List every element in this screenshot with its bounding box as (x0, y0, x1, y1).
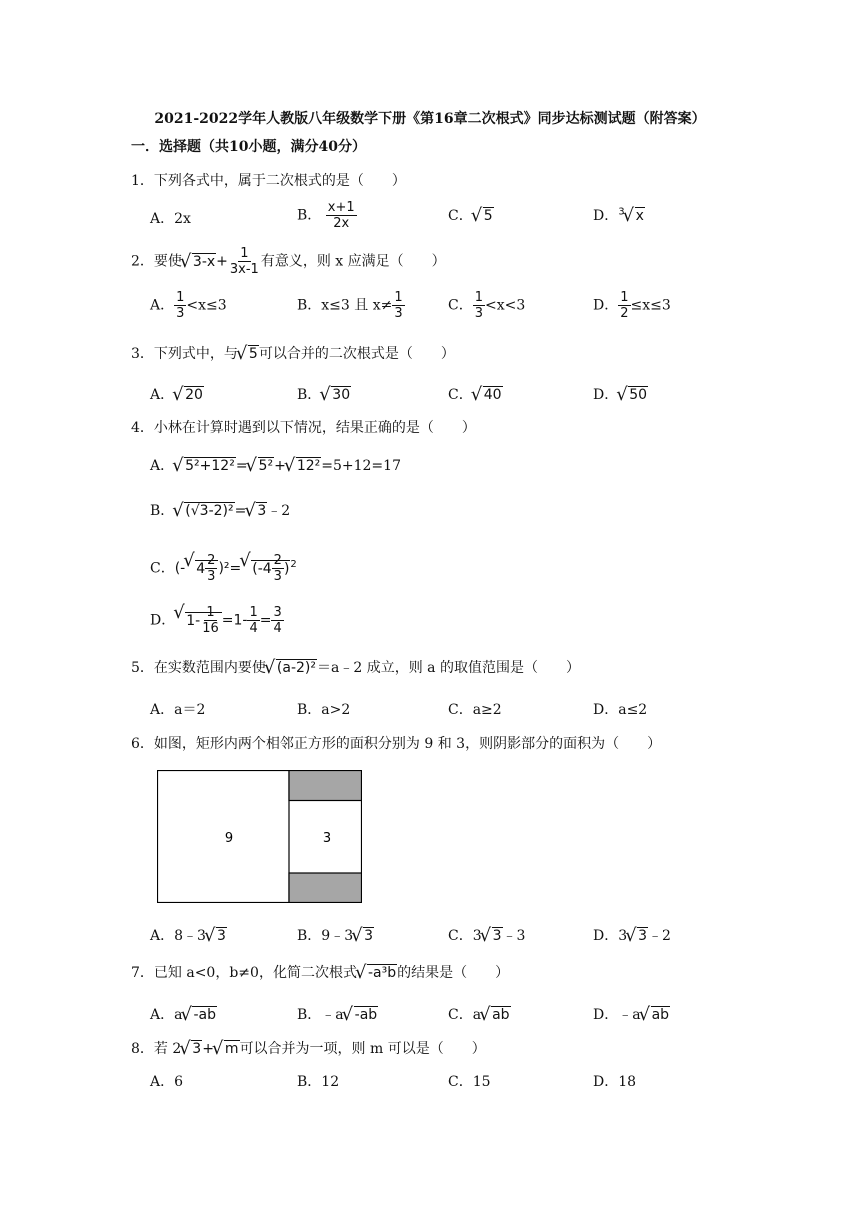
q8-rad2: m (224, 1041, 239, 1057)
q2-denominator: 3x-1 (229, 262, 259, 277)
q4-c-num2: 2 (273, 553, 282, 568)
q8-rad1: 3 (192, 1041, 202, 1057)
q4-c-den: 3 (207, 569, 216, 584)
document-title: 2021-2022学年人教版八年级数学下册《第16章二次根式》同步达标测试题（附答案） (154, 111, 706, 127)
q7-option-a (150, 1004, 217, 1024)
q6-c-rest: ﹣3 (502, 928, 526, 944)
q8-stem-pre: 8．若 2 (131, 1041, 182, 1057)
q2-a-den: 3 (176, 306, 185, 321)
q4-option-b (150, 500, 290, 520)
q6-b-rad: 3 (364, 928, 374, 944)
q1-b-denominator: 2x (333, 216, 350, 231)
q8-option-b: B．12 (297, 1074, 340, 1090)
q4-a-rad3: 12² (296, 458, 321, 474)
q4-c-rad: 4 (196, 560, 206, 577)
q1-option-a: A．2x (150, 211, 191, 227)
q4-b-rest: ﹣2 (267, 503, 291, 519)
q3-d-radicand: 50 (629, 387, 648, 403)
q1-option-b (297, 200, 357, 231)
q1-b-numerator: x+1 (327, 200, 355, 215)
q6-option-d (593, 925, 671, 945)
q5-option-a: A．a＝2 (150, 702, 206, 718)
q1-option-c (448, 205, 494, 225)
q4-d-label: D． (150, 612, 176, 629)
q2-option-b (297, 290, 405, 321)
q1-option-d-label: D． (593, 208, 619, 224)
q4-c-num: 2 (207, 553, 216, 568)
section-heading: 一．选择题（共10小题，满分40分） (131, 139, 366, 155)
q6-a-label: A．8﹣3 (150, 928, 206, 944)
q7-option-b (297, 1004, 378, 1024)
q4-d-num: 1 (206, 605, 215, 620)
q3-c-label: C． (448, 387, 473, 403)
q4-c-rad2: (-4 (252, 560, 272, 577)
q3-b-radicand: 30 (332, 387, 351, 403)
q4-d-pre: 1- (186, 612, 201, 629)
q3-c-radicand: 40 (483, 387, 502, 403)
question-2-stem (131, 246, 446, 277)
q2-d-den: 2 (620, 306, 629, 321)
q1-c-radicand: 5 (483, 208, 493, 224)
question-6-stem: 6．如图，矩形内两个相邻正方形的面积分别为 9 和 3，则阴影部分的面积为（ ） (131, 736, 662, 752)
q6-c-rad: 3 (492, 928, 502, 944)
q4-option-a (150, 455, 401, 475)
q2-b-label: B．x≤3 且 x≠ (297, 297, 393, 314)
q5-option-c: C．a≥2 (448, 702, 502, 718)
q6-d-label: D．3 (593, 928, 628, 944)
q3-a-label: A． (150, 387, 175, 403)
q4-d-eq: =1- (221, 612, 248, 629)
q4-c-label: C． (150, 560, 175, 577)
q4-d-den: 16 (202, 621, 219, 636)
q3-a-radicand: 20 (185, 387, 203, 403)
q2-d-label: D． (593, 297, 619, 314)
q4-b-rad2: 3 (257, 503, 267, 519)
q2-radicand: 3-x (192, 253, 216, 270)
q5-stem-post: ＝a﹣2 成立，则 a 的取值范围是（ ） (317, 660, 580, 676)
q7-a-rad: -ab (193, 1007, 216, 1023)
q6-d-rad: 3 (638, 928, 648, 944)
q4-a-eq1: = (235, 458, 248, 474)
q5-option-d: D．a≤2 (593, 702, 648, 718)
q1-option-c-label: C． (448, 208, 473, 224)
q7-stem-pre: 7．已知 a<0，b≠0，化简二次根式 (131, 965, 357, 981)
q2-a-num: 1 (176, 290, 185, 305)
q6-option-b (297, 925, 374, 945)
q4-b-label: B． (150, 503, 175, 519)
q4-option-c (150, 553, 297, 584)
q3-option-b (297, 384, 351, 404)
q3-option-d (593, 384, 648, 404)
q5-radicand: (a-2)² (276, 660, 316, 676)
question-8-stem (131, 1038, 486, 1058)
q2-plus: + (216, 253, 228, 270)
q3-stem-pre: 3．下列式中，与 (131, 346, 238, 362)
shaded-region-bottom (289, 873, 362, 903)
q2-a-label: A． (150, 297, 175, 314)
q2-d-num: 1 (620, 290, 629, 305)
question-3-stem (131, 343, 455, 363)
q7-b-rad: -ab (354, 1007, 378, 1023)
q4-c-sq2: 2 (290, 558, 297, 570)
q2-a-rest: <x≤3 (186, 297, 227, 314)
q8-stem-post: 可以合并为一项，则 m 可以是（ ） (239, 1041, 486, 1057)
q4-a-rest: =5+12=17 (321, 458, 401, 474)
q7-c-rad: ab (492, 1007, 510, 1023)
q3-option-c (448, 384, 503, 404)
q7-radicand: -a³b (367, 965, 397, 981)
q7-option-d (593, 1004, 670, 1024)
q4-d-num3: 3 (273, 605, 282, 620)
q8-plus: + (202, 1041, 214, 1057)
q2-c-num: 1 (474, 290, 483, 305)
q2-numerator: 1 (240, 246, 249, 261)
q2-c-rest: <x<3 (485, 297, 526, 314)
question-1-stem: 1．下列各式中，属于二次根式的是（ ） (131, 173, 406, 189)
q1-option-b-label: B． (297, 207, 322, 224)
question-4-stem: 4．小林在计算时遇到以下情况，结果正确的是（ ） (131, 420, 476, 436)
q5-option-b: B．a>2 (297, 702, 351, 718)
q8-option-a: A．6 (150, 1074, 184, 1090)
q1-d-root-index: 3 (618, 206, 625, 218)
q6-figure (157, 770, 362, 903)
q6-option-c (448, 925, 525, 945)
q8-option-d: D．18 (593, 1074, 637, 1090)
q4-option-d (150, 605, 284, 636)
q3-option-a (150, 384, 204, 404)
q4-d-den3: 4 (273, 621, 282, 636)
shaded-region-top (289, 771, 362, 801)
q6-d-rest: ﹣2 (648, 928, 671, 944)
q7-b-label: B．﹣a (297, 1007, 344, 1023)
q4-d-eq2: = (259, 612, 272, 629)
q3-b-label: B． (297, 387, 322, 403)
q4-a-rad2: 5² (258, 458, 274, 474)
q2-stem-post: 有意义，则 x 应满足（ ） (260, 253, 446, 270)
question-5-stem (131, 657, 580, 677)
q3-radicand: 5 (248, 346, 258, 362)
q2-option-d (593, 290, 671, 321)
q7-d-label: D．﹣a (593, 1007, 641, 1023)
q7-option-c (448, 1004, 511, 1024)
q4-c-close: ) (283, 560, 290, 577)
q4-c-left: (- (174, 560, 186, 577)
q7-d-rad: ab (651, 1007, 670, 1023)
q7-stem-post: 的结果是（ ） (397, 965, 510, 981)
q6-c-label: C．3 (448, 928, 482, 944)
q2-stem-pre: 2．要使 (131, 253, 182, 270)
q4-a-label: A． (150, 458, 175, 474)
q7-a-label: A．a (150, 1007, 183, 1023)
q3-stem-post: 可以合并的二次根式是（ ） (258, 346, 455, 362)
q2-d-rest: ≤x≤3 (630, 297, 671, 314)
q6-a-rad: 3 (216, 928, 226, 944)
question-7-stem (131, 962, 509, 982)
q2-b-num: 1 (394, 290, 403, 305)
q4-a-rad1: 5²+12² (185, 458, 235, 474)
q1-d-radicand: x (635, 208, 644, 224)
q4-c-sq: )²= (218, 560, 242, 577)
q2-b-den: 3 (394, 306, 403, 321)
q3-d-label: D． (593, 387, 619, 403)
q6-option-a (150, 925, 227, 945)
q2-option-c (448, 290, 525, 321)
q4-b-eq: = (234, 503, 247, 519)
q2-c-label: C． (448, 297, 473, 314)
q4-c-den2: 3 (273, 569, 282, 584)
q4-d-den2: 4 (249, 621, 258, 636)
q4-a-plus: + (274, 458, 286, 474)
small-square-label: 3 (322, 831, 332, 846)
q2-option-a (150, 290, 227, 321)
q1-option-d (593, 205, 645, 225)
q2-c-den: 3 (474, 306, 483, 321)
q7-c-label: C．a (448, 1007, 482, 1023)
q4-b-rad: (√3-2)² (185, 503, 234, 519)
q4-d-num2: 1 (249, 605, 258, 620)
q5-stem-pre: 5．在实数范围内要使 (131, 660, 266, 676)
q6-b-label: B．9﹣3 (297, 928, 354, 944)
q8-option-c: C．15 (448, 1074, 491, 1090)
big-square-label: 9 (224, 831, 234, 846)
